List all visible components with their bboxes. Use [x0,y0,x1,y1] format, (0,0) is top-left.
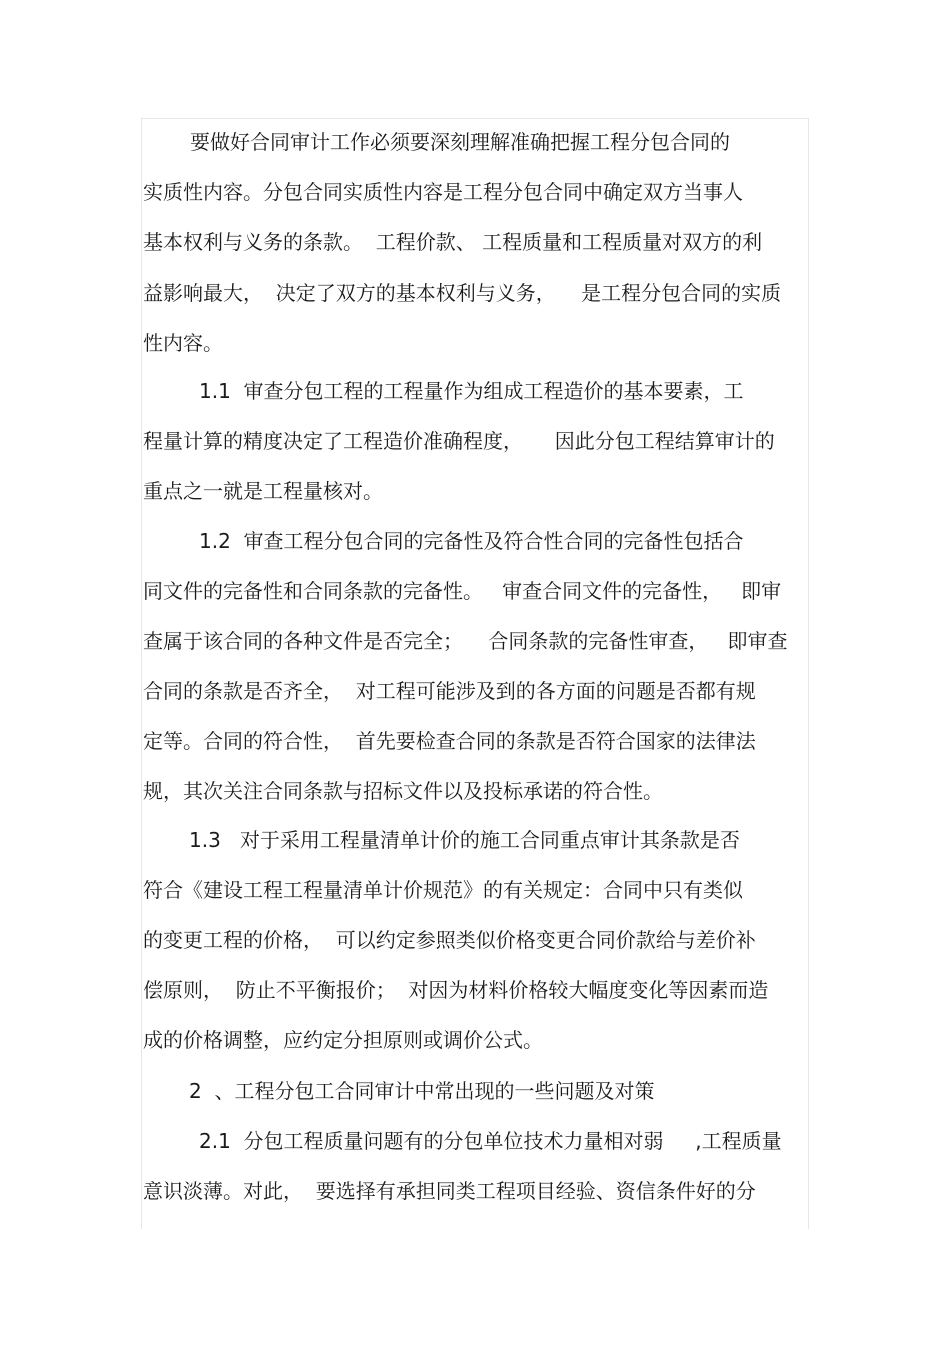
text-line: 偿原则， 防止不平衡报价； 对因为材料价格较大幅度变化等因素而造 [143,978,769,1002]
text-line: 程量计算的精度决定了工程造价准确程度， 因此分包工程结算审计的 [143,429,775,453]
text-line: 2.1 分包工程质量问题有的分包单位技术力量相对弱 ,工程质量 [199,1129,782,1153]
text-line: 重点之一就是工程量核对。 [143,479,383,503]
text-line: 意识淡薄。对此， 要选择有承担同类工程项目经验、资信条件好的分 [143,1179,756,1203]
text-line: 成的价格调整，应约定分担原则或调价公式。 [143,1028,543,1052]
text-line: 查属于该合同的各种文件是否完全； 合同条款的完备性审查， 即审查 [143,629,788,653]
text-line: 符合《建设工程工程量清单计价规范》的有关规定：合同中只有类似 [143,878,743,902]
text-line: 实质性内容。分包合同实质性内容是工程分包合同中确定双方当事人 [143,180,743,204]
text-line: 的变更工程的价格， 可以约定参照类似价格变更合同价款给与差价补 [143,928,756,952]
text-line: 基本权利与义务的条款。 工程价款、 工程质量和工程质量对双方的利 [143,230,763,254]
text-line: 定等。合同的符合性， 首先要检查合同的条款是否符合国家的法律法 [143,729,756,753]
text-line: 益影响最大， 决定了双方的基本权利与义务， 是工程分包合同的实质 [143,281,782,305]
text-line: 性内容。 [143,331,223,355]
text-line: 1.1 审查分包工程的工程量作为组成工程造价的基本要素，工 [199,379,744,403]
text-line: 同文件的完备性和合同条款的完备性。 审查合同文件的完备性， 即审 [143,579,782,603]
text-line: 1.2 审查工程分包合同的完备性及符合性合同的完备性包括合 [199,529,744,553]
text-line: 合同的条款是否齐全， 对工程可能涉及到的各方面的问题是否都有规 [143,679,756,703]
text-line: 要做好合同审计工作必须要深刻理解准确把握工程分包合同的 [190,130,730,154]
section-heading: 2 、工程分包工合同审计中常出现的一些问题及对策 [189,1079,655,1103]
text-line: 规，其次关注合同条款与招标文件以及投标承诺的符合性。 [143,779,663,803]
text-line: 1.3 对于采用工程量清单计价的施工合同重点审计其条款是否 [189,828,740,852]
